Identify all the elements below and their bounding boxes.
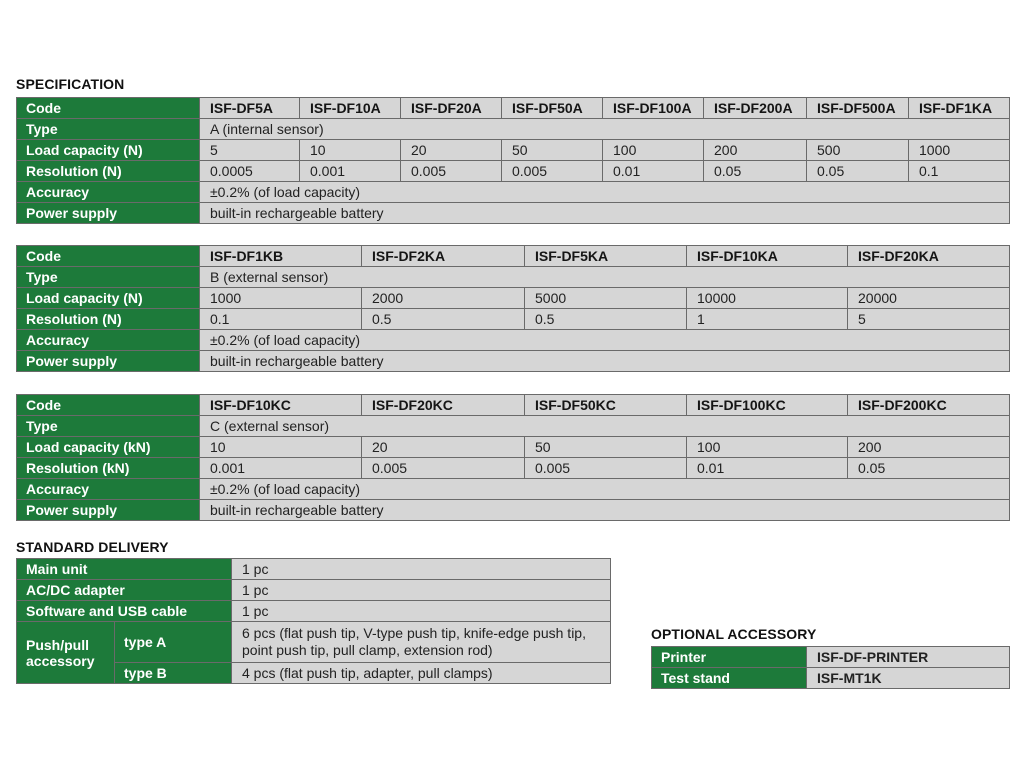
type-a-value: 6 pcs (flat push tip, V-type push tip, knife-edge push tip, point push tip, pull clamp, extension rod) bbox=[232, 622, 611, 663]
type-row bbox=[17, 416, 1010, 437]
load-cell: 2000 bbox=[362, 288, 525, 309]
resolution-cell: 0.005 bbox=[525, 458, 687, 479]
type-value: A (internal sensor) bbox=[200, 119, 1010, 140]
load-capacity-row bbox=[17, 288, 1010, 309]
power-supply-value: built-in rechargeable battery bbox=[200, 351, 1010, 372]
resolution-cell: 0.001 bbox=[200, 458, 362, 479]
resolution-cell: 1 bbox=[687, 309, 848, 330]
load-capacity-row bbox=[17, 140, 1010, 161]
type-value: C (external sensor) bbox=[200, 416, 1010, 437]
resolution-row bbox=[17, 161, 1010, 182]
main-unit-value: 1 pc bbox=[232, 559, 611, 580]
push-pull-label: Push/pull accessory bbox=[17, 622, 115, 684]
code-cell: ISF-DF20A bbox=[401, 98, 502, 119]
type-b-value: 4 pcs (flat push tip, adapter, pull clamps) bbox=[232, 663, 611, 684]
resolution-cell: 0.05 bbox=[807, 161, 909, 182]
code-row bbox=[17, 98, 1010, 119]
code-cell: ISF-DF1KB bbox=[200, 246, 362, 267]
resolution-cell: 0.005 bbox=[362, 458, 525, 479]
accuracy-label: Accuracy bbox=[17, 182, 200, 203]
resolution-cell: 0.005 bbox=[401, 161, 502, 182]
code-cell: ISF-DF50A bbox=[502, 98, 603, 119]
resolution-cell: 0.05 bbox=[704, 161, 807, 182]
resolution-cell: 0.5 bbox=[525, 309, 687, 330]
resolution-cell: 5 bbox=[848, 309, 1010, 330]
type-label: Type bbox=[17, 267, 200, 288]
load-cell: 100 bbox=[603, 140, 704, 161]
accuracy-value: ±0.2% (of load capacity) bbox=[200, 182, 1010, 203]
type-label: Type bbox=[17, 119, 200, 140]
type-row bbox=[17, 267, 1010, 288]
resolution-cell: 0.1 bbox=[909, 161, 1010, 182]
accuracy-label: Accuracy bbox=[17, 479, 200, 500]
type-label: Type bbox=[17, 416, 200, 437]
code-cell: ISF-DF10KC bbox=[200, 395, 362, 416]
load-cell: 1000 bbox=[909, 140, 1010, 161]
type-row bbox=[17, 119, 1010, 140]
load-cell: 20 bbox=[401, 140, 502, 161]
accuracy-value: ±0.2% (of load capacity) bbox=[200, 330, 1010, 351]
code-cell: ISF-DF20KA bbox=[848, 246, 1010, 267]
power-supply-label: Power supply bbox=[17, 203, 200, 224]
code-label: Code bbox=[17, 98, 200, 119]
power-supply-row bbox=[17, 500, 1010, 521]
load-cell: 20 bbox=[362, 437, 525, 458]
accuracy-row bbox=[17, 479, 1010, 500]
code-cell: ISF-DF2KA bbox=[362, 246, 525, 267]
type-value: B (external sensor) bbox=[200, 267, 1010, 288]
accuracy-row bbox=[17, 182, 1010, 203]
code-cell: ISF-DF10A bbox=[300, 98, 401, 119]
code-cell: ISF-DF1KA bbox=[909, 98, 1010, 119]
optional-accessory-table bbox=[651, 646, 1010, 689]
code-cell: ISF-DF100A bbox=[603, 98, 704, 119]
optional-accessory-title: OPTIONAL ACCESSORY bbox=[651, 626, 817, 642]
resolution-cell: 0.5 bbox=[362, 309, 525, 330]
code-cell: ISF-DF200A bbox=[704, 98, 807, 119]
code-cell: ISF-DF20KC bbox=[362, 395, 525, 416]
power-supply-label: Power supply bbox=[17, 351, 200, 372]
code-cell: ISF-DF10KA bbox=[687, 246, 848, 267]
code-cell: ISF-DF100KC bbox=[687, 395, 848, 416]
resolution-cell: 0.001 bbox=[300, 161, 401, 182]
adapter-value: 1 pc bbox=[232, 580, 611, 601]
load-cell: 200 bbox=[848, 437, 1010, 458]
delivery-row-software bbox=[17, 601, 611, 622]
load-cell: 100 bbox=[687, 437, 848, 458]
accuracy-row bbox=[17, 330, 1010, 351]
resolution-label: Resolution (N) bbox=[17, 161, 200, 182]
power-supply-value: built-in rechargeable battery bbox=[200, 203, 1010, 224]
power-supply-label: Power supply bbox=[17, 500, 200, 521]
code-row bbox=[17, 395, 1010, 416]
code-cell: ISF-DF200KC bbox=[848, 395, 1010, 416]
resolution-cell: 0.005 bbox=[502, 161, 603, 182]
load-cell: 10000 bbox=[687, 288, 848, 309]
test-stand-value: ISF-MT1K bbox=[807, 668, 1010, 689]
load-cell: 20000 bbox=[848, 288, 1010, 309]
standard-delivery-title: STANDARD DELIVERY bbox=[16, 539, 169, 555]
load-capacity-row bbox=[17, 437, 1010, 458]
load-cell: 10 bbox=[200, 437, 362, 458]
software-value: 1 pc bbox=[232, 601, 611, 622]
code-cell: ISF-DF50KC bbox=[525, 395, 687, 416]
resolution-cell: 0.1 bbox=[200, 309, 362, 330]
code-label: Code bbox=[17, 395, 200, 416]
accuracy-label: Accuracy bbox=[17, 330, 200, 351]
code-cell: ISF-DF5A bbox=[200, 98, 300, 119]
test-stand-label: Test stand bbox=[652, 668, 807, 689]
software-label: Software and USB cable bbox=[17, 601, 232, 622]
code-cell: ISF-DF500A bbox=[807, 98, 909, 119]
code-label: Code bbox=[17, 246, 200, 267]
resolution-cell: 0.0005 bbox=[200, 161, 300, 182]
spec-table-a bbox=[16, 97, 1010, 224]
load-cell: 5000 bbox=[525, 288, 687, 309]
load-capacity-label: Load capacity (kN) bbox=[17, 437, 200, 458]
power-supply-row bbox=[17, 203, 1010, 224]
delivery-row-adapter bbox=[17, 580, 611, 601]
delivery-row-main-unit bbox=[17, 559, 611, 580]
code-row bbox=[17, 246, 1010, 267]
specification-title: SPECIFICATION bbox=[16, 76, 125, 92]
printer-label: Printer bbox=[652, 647, 807, 668]
adapter-label: AC/DC adapter bbox=[17, 580, 232, 601]
power-supply-row bbox=[17, 351, 1010, 372]
load-capacity-label: Load capacity (N) bbox=[17, 140, 200, 161]
printer-value: ISF-DF-PRINTER bbox=[807, 647, 1010, 668]
load-cell: 10 bbox=[300, 140, 401, 161]
power-supply-value: built-in rechargeable battery bbox=[200, 500, 1010, 521]
load-cell: 200 bbox=[704, 140, 807, 161]
optional-row-printer bbox=[652, 647, 1010, 668]
optional-row-test-stand bbox=[652, 668, 1010, 689]
load-cell: 50 bbox=[525, 437, 687, 458]
load-cell: 50 bbox=[502, 140, 603, 161]
resolution-label: Resolution (N) bbox=[17, 309, 200, 330]
standard-delivery-table bbox=[16, 558, 611, 684]
resolution-cell: 0.05 bbox=[848, 458, 1010, 479]
type-a-label: type A bbox=[115, 622, 232, 663]
resolution-row bbox=[17, 458, 1010, 479]
spec-table-b bbox=[16, 245, 1010, 372]
resolution-cell: 0.01 bbox=[687, 458, 848, 479]
load-capacity-label: Load capacity (N) bbox=[17, 288, 200, 309]
load-cell: 5 bbox=[200, 140, 300, 161]
delivery-row-type-a bbox=[17, 622, 611, 663]
resolution-label: Resolution (kN) bbox=[17, 458, 200, 479]
main-unit-label: Main unit bbox=[17, 559, 232, 580]
resolution-cell: 0.01 bbox=[603, 161, 704, 182]
load-cell: 500 bbox=[807, 140, 909, 161]
code-cell: ISF-DF5KA bbox=[525, 246, 687, 267]
type-b-label: type B bbox=[115, 663, 232, 684]
load-cell: 1000 bbox=[200, 288, 362, 309]
spec-table-c bbox=[16, 394, 1010, 521]
resolution-row bbox=[17, 309, 1010, 330]
accuracy-value: ±0.2% (of load capacity) bbox=[200, 479, 1010, 500]
